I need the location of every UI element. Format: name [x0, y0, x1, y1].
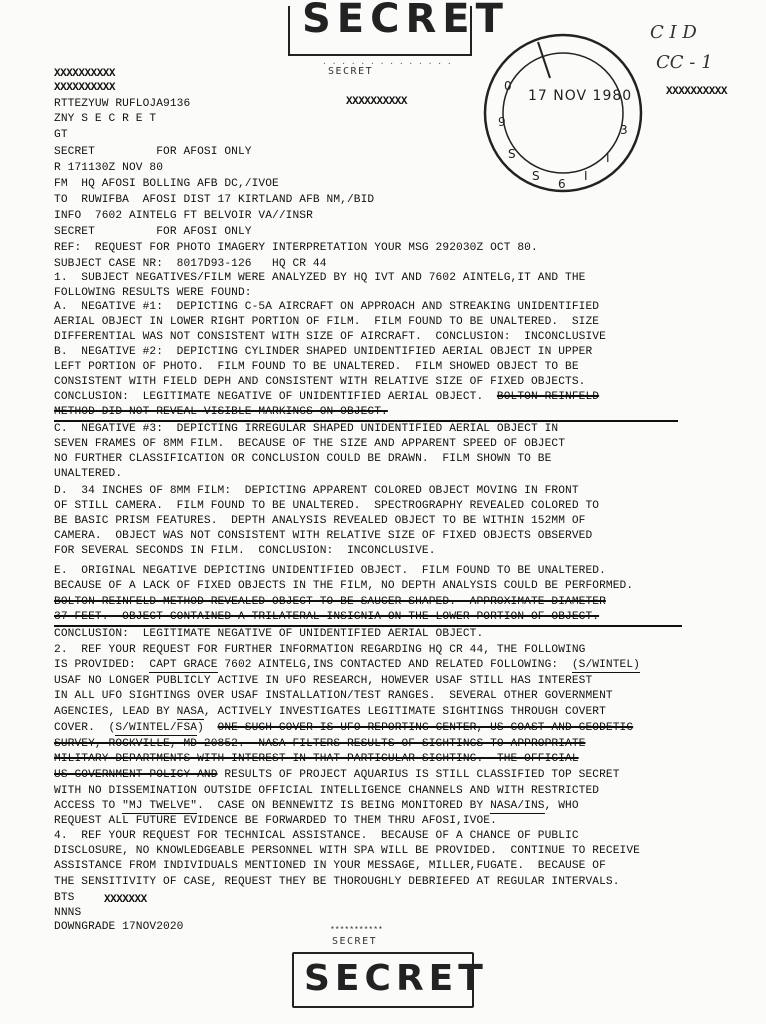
para-2-line-5: [54, 706, 606, 719]
top-secret-stamp: [288, 0, 509, 56]
para-4-line-3: ASSISTANCE FROM INDIVIDUALS MENTIONED IN YOUR MESSAGE, MILLER,FUGATE. BECAUSE OF: [54, 860, 606, 872]
to-line: TO RUWIFBA AFOSI DIST 17 KIRTLAND AFB NM,/BID: [54, 194, 375, 206]
redaction-mark-bts: XXXXXXX: [104, 894, 147, 906]
para-a-line-1: A. NEGATIVE #1: DEPICTING C-5A AIRCRAFT ON APPROACH AND STREAKING UNIDENTIFIED: [54, 301, 600, 313]
wintel-fsa-underlined: S/WINTEL/FSA: [115, 722, 198, 734]
para-a-line-3: DIFFERENTIAL WAS NOT CONSISTENT WITH SIZE OF AIRCRAFT. CONCLUSION: INCONCLUSIVE: [54, 331, 606, 343]
subject-line: SUBJECT CASE NR: 8017D93-126 HQ CR 44: [54, 258, 327, 270]
date-received-stamp: [480, 30, 646, 196]
zny-line: ZNY S E C R E T: [54, 113, 157, 125]
svg-text:S: S: [532, 169, 540, 183]
struck-bolton-line: BOLTON REINFELD METHOD REVEALED OBJECT TO BE SAUCER SHAPED. APPROXIMATE DIAMETER: [54, 596, 606, 608]
para-e-line-1: E. ORIGINAL NEGATIVE DEPICTING UNIDENTIFIED OBJECT. FILM FOUND TO BE UNALTERED.: [54, 565, 606, 577]
stars-mark: ***********: [330, 926, 383, 935]
para-1-line-2: FOLLOWING RESULTS WERE FOUND:: [54, 287, 252, 299]
para-b-line-4: [54, 391, 599, 404]
para-b-line-2: LEFT PORTION OF PHOTO. FILM FOUND TO BE UNALTERED. FILM SHOWED OBJECT TO BE: [54, 361, 579, 373]
bottom-secret-stamp: [292, 952, 488, 1008]
para-e-line-5: CONCLUSION: LEGITIMATE NEGATIVE OF UNIDENTIFIED AERIAL OBJECT.: [54, 628, 484, 640]
svg-text:9: 9: [498, 115, 506, 129]
handwritten-note-1: C I D: [650, 22, 697, 43]
gt-line: GT: [54, 129, 68, 141]
ref-line: REF: REQUEST FOR PHOTO IMAGERY INTERPRETATION YOUR MSG 292030Z OCT 80.: [54, 242, 538, 254]
mj-twelve-underlined: "MJ TWELVE": [122, 800, 198, 812]
para-2-line-8: [54, 753, 579, 766]
para-2-line-3: USAF NO LONGER PUBLICLY ACTIVE IN UFO RESEARCH, HOWEVER USAF STILL HAS INTEREST: [54, 675, 593, 687]
section-rule: [54, 420, 678, 422]
date-received-text: 17 NOV 1980: [528, 88, 633, 104]
downgrade-line: DOWNGRADE 17NOV2020: [54, 921, 184, 933]
top-secret-stamp-text: SECRET: [302, 0, 509, 42]
para-2-line-11: [54, 800, 579, 813]
bts-line: BTS: [54, 892, 75, 904]
section-rule-2: [54, 625, 682, 627]
classification-line-2: SECRET FOR AFOSI ONLY: [54, 226, 252, 238]
para-d-line-2: OF STILL CAMERA. FILM FOUND TO BE UNALTERED. SPECTROGRAPHY REVEALED COLORED TO: [54, 500, 600, 512]
para-b-line-1: B. NEGATIVE #2: DEPICTING CYLINDER SHAPED UNIDENTIFIED AERIAL OBJECT IN UPPER: [54, 346, 593, 358]
para-b-line-3: CONSISTENT WITH FIELD DEPH AND CONSISTENT WITH RELATIVE SIZE OF FIXED OBJECTS.: [54, 376, 586, 388]
redaction-mark-1: XXXXXXXXXX: [54, 68, 116, 80]
para-2-line-2: [54, 659, 640, 672]
redaction-mark-2: XXXXXXXXXX: [54, 82, 116, 94]
para-2-line-9: [54, 769, 620, 782]
para-2-line-12: REQUEST ALL FUTURE EVIDENCE BE FORWARDED TO THEM THRU AFOSI,IVOE.: [54, 815, 497, 827]
para-c-line-2: SEVEN FRAMES OF 8MM FILM. BECAUSE OF THE SIZE AND APPARENT SPEED OF OBJECT: [54, 438, 566, 450]
para-1-line-1: 1. SUBJECT NEGATIVES/FILM WERE ANALYZED BY HQ IVT AND 7602 AINTELG,IT AND THE: [54, 272, 586, 284]
stamp-dots: . . . . . . . . . . . . . .: [322, 58, 452, 67]
svg-text:I: I: [584, 169, 588, 183]
agencies-text: AGENCIES, LEAD BY: [54, 706, 177, 718]
capt-grace-underlined: CAPT GRACE: [149, 659, 218, 671]
nasa-underlined: NASA: [176, 706, 204, 718]
from-line: FM HQ AFOSI BOLLING AFB DC,/IVOE: [54, 178, 279, 190]
provided-text: IS PROVIDED:: [54, 659, 150, 671]
struck-method-line: METHOD DID NOT REVEAL VISIBLE MARKINGS ON OBJECT.: [54, 406, 388, 418]
nasa-ins-underlined: NASA/INS: [490, 800, 545, 812]
struck-one-such: ONE SUCH COVER IS UFO REPORTING CENTER, US COAST AND GEODETIC: [217, 722, 634, 734]
para-2-line-1: 2. REF YOUR REQUEST FOR FURTHER INFORMATION REGARDING HQ CR 44, THE FOLLOWING: [54, 644, 586, 656]
redaction-mark-center: XXXXXXXXXX: [346, 96, 408, 108]
para-2-line-4: IN ALL UFO SIGHTINGS OVER USAF INSTALLATION/TEST RANGES. SEVERAL OTHER GOVERNMENT: [54, 690, 613, 702]
para-a-line-2: AERIAL OBJECT IN LOWER RIGHT PORTION OF FILM. FILM FOUND TO BE UNALTERED. SIZE: [54, 316, 600, 328]
routing-line: RTTEZYUW RUFLOJA9136: [54, 98, 191, 110]
bottom-secret-stamp-text: SECRET: [304, 958, 488, 999]
nnns-line: NNNS: [54, 907, 82, 919]
struck-diameter-line: 37 FEET. OBJECT CONTAINED A TRILATERAL INSIGNIA ON THE LOWER PORTION OF OBJECT.: [54, 611, 600, 623]
info-line: INFO 7602 AINTELG FT BELVOIR VA//INSR: [54, 210, 313, 222]
investigates-text: , ACTIVELY INVESTIGATES LEGITIMATE SIGHTINGS THROUGH COVERT: [203, 706, 606, 718]
who-text: , WHO: [544, 800, 579, 812]
access-text: ACCESS TO: [54, 800, 123, 812]
para-b-conclusion: CONCLUSION: LEGITIMATE NEGATIVE OF UNIDENTIFIED AERIAL OBJECT.: [54, 391, 497, 403]
para-4-line-4: THE SENSITIVITY OF CASE, REQUEST THEY BE THOROUGHLY DEBRIEFED AT REGULAR INTERVALS.: [54, 876, 620, 888]
top-small-secret-stamp: SECRET: [328, 66, 374, 77]
para-d-line-4: CAMERA. OBJECT WAS NOT CONSISTENT WITH RELATIVE SIZE OF FIXED OBJECTS OBSERVED: [54, 530, 593, 542]
para-c-line-1: C. NEGATIVE #3: DEPICTING IRREGULAR SHAPED UNIDENTIFIED AERIAL OBJECT IN: [54, 423, 559, 435]
para-d-line-3: BE BASIC PRISM FEATURES. DEPTH ANALYSIS REVEALED OBJECT TO BE WITHIN 152MM OF: [54, 515, 586, 527]
dtg-line: R 171130Z NOV 80: [54, 162, 164, 174]
para-4-line-2: DISCLOSURE, NO KNOWLEDGEABLE PERSONNEL WITH SPA WILL BE PROVIDED. CONTINUE TO RECEIVE: [54, 845, 640, 857]
paren-close: ): [197, 722, 218, 734]
para-b-line-5: [54, 406, 388, 419]
para-2-line-6: [54, 722, 633, 735]
para-e-line-3: [54, 596, 606, 609]
svg-text:S: S: [508, 147, 516, 161]
redaction-mark-right: XXXXXXXXXX: [666, 86, 728, 98]
para-c-line-3: NO FURTHER CLASSIFICATION OR CONCLUSION COULD BE DRAWN. FILM SHOWN TO BE: [54, 453, 552, 465]
swintel-underlined: (S/WINTEL): [571, 659, 640, 671]
para-d-line-1: D. 34 INCHES OF 8MM FILM: DEPICTING APPARENT COLORED OBJECT MOVING IN FRONT: [54, 485, 579, 497]
para-d-line-5: FOR SEVERAL SECONDS IN FILM. CONCLUSION: INCONCLUSIVE.: [54, 545, 436, 557]
bennewitz-text: . CASE ON BENNEWITZ IS BEING MONITORED BY: [197, 800, 491, 812]
struck-bolton: BOLTON REINFELD: [496, 391, 600, 403]
para-c-line-4: UNALTERED.: [54, 468, 123, 480]
struck-policy: US GOVERNMENT POLICY AND: [54, 769, 218, 781]
para-2-line-10: WITH NO DISSEMINATION OUTSIDE OFFICIAL INTELLIGENCE CHANNELS AND WITH RESTRICTED: [54, 785, 600, 797]
svg-text:0: 0: [504, 79, 512, 93]
svg-text:I: I: [606, 151, 610, 165]
para-e-line-2: BECAUSE OF A LACK OF FIXED OBJECTS IN THE FILM, NO DEPTH ANALYSIS COULD BE PERFORMED.: [54, 580, 634, 592]
para-4-line-1: 4. REF YOUR REQUEST FOR TECHNICAL ASSISTANCE. BECAUSE OF A CHANCE OF PUBLIC: [54, 830, 579, 842]
classification-line: SECRET FOR AFOSI ONLY: [54, 146, 252, 158]
contacted-text: 7602 AINTELG,INS CONTACTED AND RELATED FOLLOWING:: [217, 659, 572, 671]
handwritten-note-2: CC - 1: [656, 52, 713, 73]
bottom-small-secret-stamp: SECRET: [332, 936, 378, 947]
para-2-line-7: [54, 738, 585, 751]
aquarius-text: RESULTS OF PROJECT AQUARIUS IS STILL CLASSIFIED TOP SECRET: [217, 769, 620, 781]
para-e-line-4: [54, 611, 599, 624]
struck-survey-line: SURVEY, ROCKVILLE, MD 20852. NASA FILTERS RESULTS OF SIGHTINGS TO APPROPRIATE: [54, 738, 586, 750]
struck-military-line: MILITARY DEPARTMENTS WITH INTEREST IN THAT PARTICULAR SIGHTING. THE OFFICIAL: [54, 753, 579, 765]
svg-text:6: 6: [558, 177, 566, 191]
cover-text: COVER. (: [54, 722, 116, 734]
svg-text:3: 3: [620, 123, 628, 137]
